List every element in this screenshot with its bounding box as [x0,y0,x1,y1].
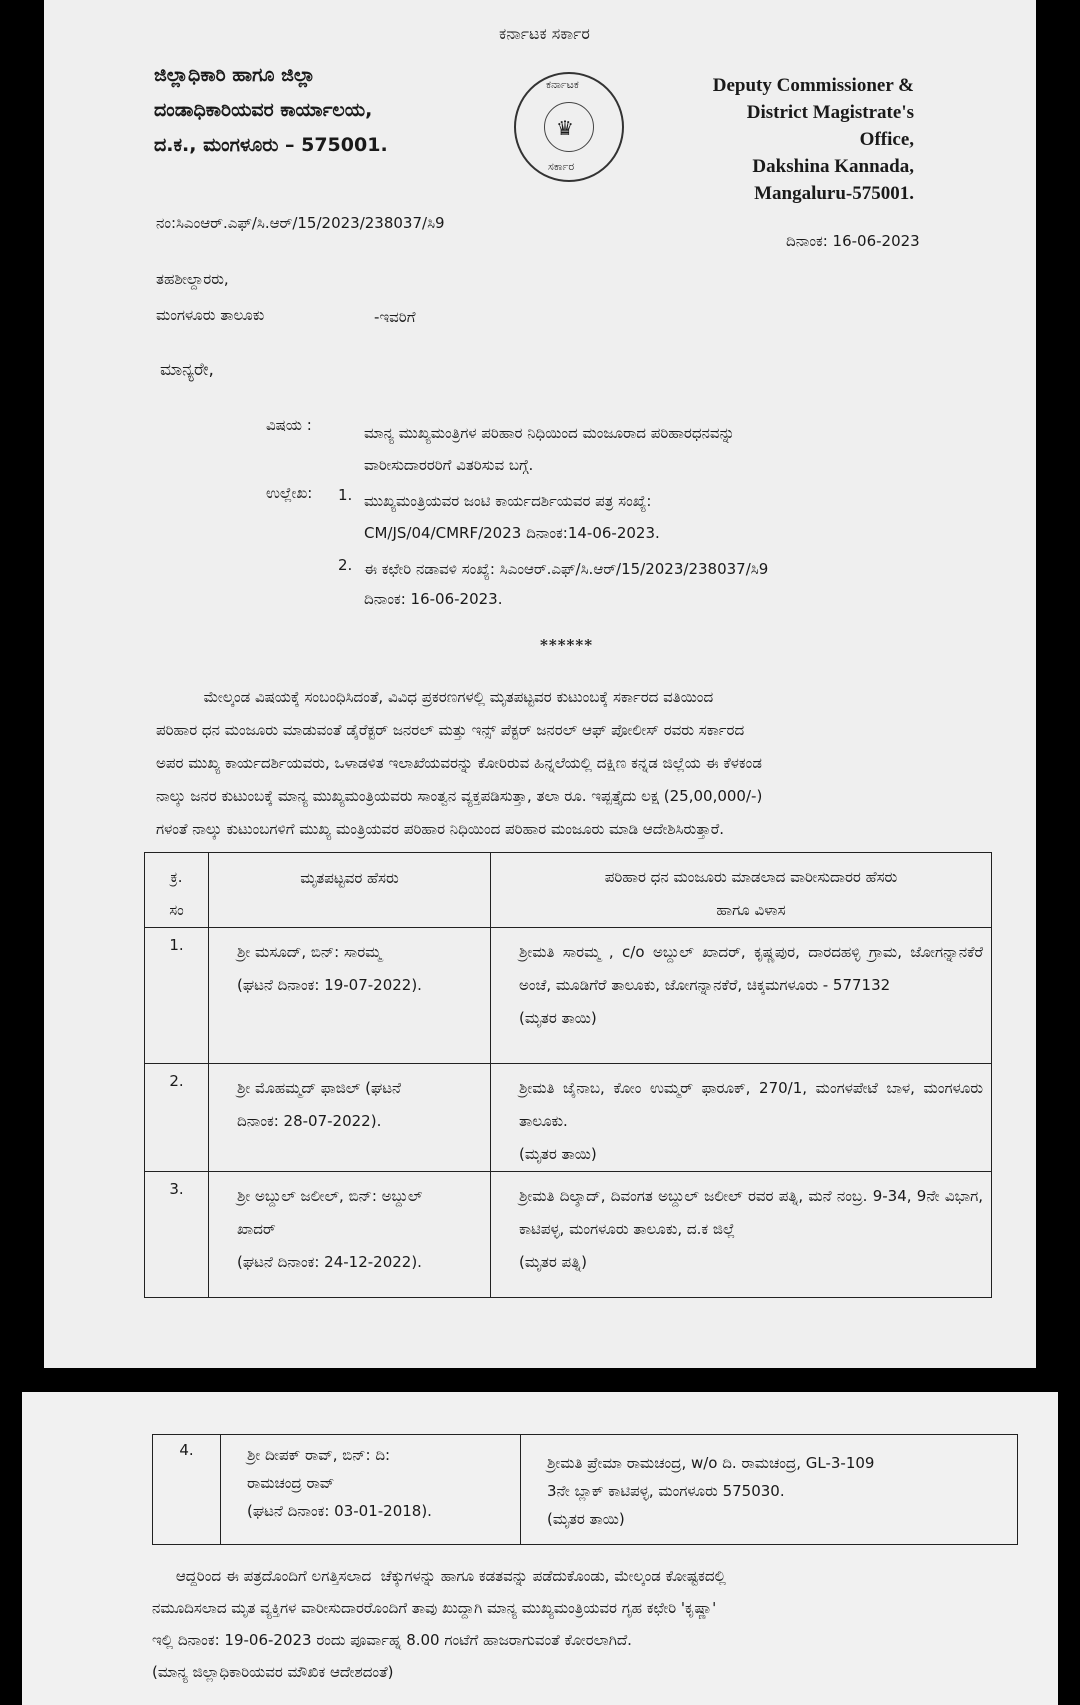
header-heir-line: ಪರಿಹಾರ ಧನ ಮಂಜೂರು ಮಾಡಲಾದ ವಾರೀಸುದಾರರ ಹೆಸರು [604,868,898,886]
paragraph-line: ನಮೂದಿಸಲಾದ ಮೃತ ವ್ಯಕ್ತಿಗಳ ವಾರೀಸುದಾರರೊಂದಿಗೆ ತಾವು ಖುದ್ದಾಗಿ ಮಾನ್ಯ ಮುಖ್ಯಮಂತ್ರಿಯವರ ಗೃಹ ಕಛೇರಿ 'ಕೃಷ್ಣಾ' [152,1599,717,1617]
header-sl-line: ಸಂ [169,901,184,919]
heir-address: ಶ್ರೀಮತಿ ದಿಲ್ಶಾದ್, ದಿವಂಗತ ಅಬ್ದುಲ್ ಜಲೀಲ್ ರವರ ಪತ್ನಿ, ಮನೆ ನಂಬ್ರ. 9-34, 9ನೇ ವಿಭಾಗ, ಕಾಟಿಪಳ್ಳ, ಮಂಗಳೂರು ತಾಲೂಕು, ದ.ಕ ಜಿಲ್ಲೆ [519,1187,983,1238]
office-name-kannada [154,58,388,163]
office-en-line: Deputy Commissioner & [712,75,914,96]
subject-line: ಮಾನ್ಯ ಮುಖ್ಯಮಂತ್ರಿಗಳ ಪರಿಹಾರ ನಿಧಿಯಿಂದ ಮಂಜೂರಾದ ಪರಿಹಾರಧನವನ್ನು [364,424,735,442]
row-heir [491,928,992,1064]
row-heir [491,1172,992,1298]
reference-line: CM/JS/04/CMRF/2023 ದಿನಾಂಕ:14-06-2023. [364,524,660,542]
heir-address: ಶ್ರೀಮತಿ ಸಾರಮ್ಮ , c/o ಅಬ್ದುಲ್ ಖಾದರ್, ಕೃಷ್ಣಪುರ, ದಾರದಹಳ್ಳಿ ಗ್ರಾಮ, ಜೋಗನ್ನಾನಕೆರೆ ಅಂಚೆ, ಮೂಡಿಗೆರೆ ತಾಲೂಕು, ಜೋಗನ್ನಾನಕೆರೆ, ಚಿಕ್ಕಮಗಳೂರು - 577132 [519,943,983,994]
header-heir [491,853,992,928]
seal-bottom-text: ಸರ್ಕಾರ [548,160,575,173]
heir-line: 3ನೇ ಬ್ಲಾಕ್ ಕಾಟಿಪಳ್ಳ, ಮಂಗಳೂರು 575030. [547,1482,785,1500]
deceased-line: ಶ್ರೀ ಮಸೂದ್, ಬಿನ್: ಸಾರಮ್ಮ [237,943,382,961]
recipients-table-continued [152,1434,1018,1545]
salutation: ಮಾನ್ಯರೇ, [160,360,214,380]
table-row [145,928,992,1064]
office-en-line: Dakshina Kannada, [752,156,914,177]
office-kn-line: ದ.ಕ., ಮಂಗಳೂರು – 575001. [154,134,388,156]
header-sl-line: ಕ್ರ. [170,868,183,886]
paragraph-line: ಆದ್ದರಿಂದ ಈ ಪತ್ರದೊಂದಿಗೆ ಲಗತ್ತಿಸಲಾದ ಚೆಕ್ಕುಗಳನ್ನು ಹಾಗೂ ಕಡತವನ್ನು ಪಡೆದುಕೊಂಡು, ಮೇಲ್ಕಂಡ ಕೋಷ್ಟಕದಲ್ಲಿ [152,1567,726,1585]
row-sl: 1. [145,928,209,1064]
paragraph-line: ಪರಿಹಾರ ಧನ ಮಂಜೂರು ಮಾಡುವಂತೆ ಡೈರೆಕ್ಟರ್ ಜನರಲ್ ಮತ್ತು ಇನ್ಸ್ ಪೆಕ್ಟರ್ ಜನರಲ್ ಆಫ್ ಪೋಲೀಸ್ ರವರು ಸರ್ಕಾರದ [156,721,745,739]
row-heir [491,1064,992,1172]
government-seal [514,72,624,182]
row-sl: 3. [145,1172,209,1298]
addressee-line: ತಹಶೀಲ್ದಾರರು, [156,270,229,288]
office-name-english [713,72,914,207]
deceased-line: ಶ್ರೀ ಅಬ್ದುಲ್ ಜಲೀಲ್, ಬಿನ್: ಅಬ್ದುಲ್ [237,1187,423,1205]
reference-number: ನಂ:ಸಿಎಂಆರ್.ಎಫ್/ಸಿ.ಆರ್/15/2023/238037/ಸಿ9 [156,214,445,232]
deceased-line: (ಘಟನೆ ದಿನಾಂಕ: 19-07-2022). [237,976,422,994]
deceased-line: ದಿನಾಂಕ: 28-07-2022). [237,1112,382,1130]
paragraph-line: ಗಳಂತೆ ನಾಲ್ಕು ಕುಟುಂಬಗಳಿಗೆ ಮುಖ್ಯ ಮಂತ್ರಿಯವರ ಪರಿಹಾರ ನಿಧಿಯಿಂದ ಪರಿಹಾರ ಮಂಜೂರು ಮಾಡಿ ಆದೇಶಿಸಿರುತ್ತಾರೆ. [156,820,725,838]
seal-top-text: ಕರ್ನಾಟಕ [546,78,579,91]
reference-line: ಮುಖ್ಯಮಂತ್ರಿಯವರ ಜಂಟಿ ಕಾರ್ಯದರ್ಶಿಯವರ ಪತ್ರ ಸಂಖ್ಯೆ: [364,492,652,510]
recipients-table [144,852,992,1298]
table-header-row [145,853,992,928]
office-en-line: District Magistrate's [746,102,914,123]
addressee-suffix: -ಇವರಿಗೆ [374,308,416,326]
paragraph-line: ಅಪರ ಮುಖ್ಯ ಕಾರ್ಯದರ್ಶಿಯವರು, ಒಳಾಡಳಿತ ಇಲಾಖೆಯವರನ್ನು ಕೋರಿರುವ ಹಿನ್ನಲೆಯಲ್ಲಿ ದಕ್ಷಿಣ ಕನ್ನಡ ಜಿಲ್ಲೆಯ ಈ ಕೆಳಕಂಡ [156,754,762,772]
deceased-line: (ಘಟನೆ ದಿನಾಂಕ: 24-12-2022). [237,1253,422,1271]
reference-number-1: 1. [338,486,353,504]
deceased-line: (ಘಟನೆ ದಿನಾಂಕ: 03-01-2018). [247,1502,432,1520]
heir-relation: (ಮೃತರ ಪತ್ನಿ) [519,1253,587,1271]
deceased-line: ಶ್ರೀ ಮೊಹಮ್ಮದ್ ಫಾಜಿಲ್ (ಘಟನೆ [237,1079,401,1097]
reference-number-2: 2. [338,556,353,574]
office-en-line: Office, [859,129,914,150]
letter-page-1 [44,0,1036,1368]
table-row [145,1064,992,1172]
table-row [153,1435,1018,1545]
deceased-line: ಶ್ರೀ ದೀಪಕ್ ರಾವ್, ಬಿನ್: ದಿ: [247,1446,391,1464]
separator: ****** [540,636,594,654]
paragraph-line: ಮೇಲ್ಕಂಡ ವಿಷಯಕ್ಕೆ ಸಂಬಂಧಿಸಿದಂತೆ, ವಿವಿಧ ಪ್ರಕರಣಗಳಲ್ಲಿ ಮೃತಪಟ್ಟವರ ಕುಟುಂಬಕ್ಕೆ ಸರ್ಕಾರದ ವತಿಯಿಂದ [156,688,714,706]
row-heir [521,1435,1018,1545]
emblem-icon: ♛ [556,116,574,140]
government-title: ಕರ್ನಾಟಕ ಸರ್ಕಾರ [499,24,590,43]
deceased-line: ರಾಮಚಂದ್ರ ರಾವ್ [247,1474,335,1492]
table-row [145,1172,992,1298]
office-en-line: Mangaluru-575001. [754,183,914,204]
row-deceased [209,1172,491,1298]
paragraph-line: ಇಲ್ಲಿ ದಿನಾಂಕ: 19-06-2023 ರಂದು ಪೂರ್ವಾಹ್ನ 8.00 ಗಂಟೆಗೆ ಹಾಜರಾಗುವಂತೆ ಕೋರಲಾಗಿದೆ. [152,1631,632,1649]
reference-line: ದಿನಾಂಕ: 16-06-2023. [364,590,503,608]
row-deceased [209,1064,491,1172]
header-heir-line: ಹಾಗೂ ವಿಳಾಸ [716,901,786,919]
office-kn-line: ಜಿಲ್ಲಾಧಿಕಾರಿ ಹಾಗೂ ಜಿಲ್ಲಾ [154,64,316,86]
reference-line: ಈ ಕಛೇರಿ ನಡಾವಳಿ ಸಂಖ್ಯೆ: ಸಿಎಂಆರ್.ಎಫ್/ಸಿ.ಆರ್/15/2023/238037/ಸಿ9 [364,560,769,578]
subject-label: ವಿಷಯ : [266,416,312,434]
letter-date: ದಿನಾಂಕ: 16-06-2023 [786,232,920,250]
row-sl: 4. [153,1435,221,1545]
heir-relation: (ಮೃತರ ತಾಯಿ) [519,1009,597,1027]
header-sl [145,853,209,928]
references-label: ಉಲ್ಲೇಖ: [266,484,313,502]
heir-relation: (ಮೃತರ ತಾಯಿ) [519,1145,597,1163]
subject-line: ವಾರೀಸುದಾರರರಿಗೆ ವಿತರಿಸುವ ಬಗ್ಗೆ. [364,456,534,474]
heir-relation: (ಮೃತರ ತಾಯಿ) [547,1510,625,1528]
letter-page-2 [22,1392,1058,1705]
office-kn-line: ದಂಡಾಧಿಕಾರಿಯವರ ಕಾರ್ಯಾಲಯ, [154,99,373,121]
row-deceased [209,928,491,1064]
header-deceased: ಮೃತಪಟ್ಟವರ ಹೆಸರು [209,853,491,928]
heir-address: ಶ್ರೀಮತಿ ಜೈನಾಬ, ಕೋಂ ಉಮ್ಮರ್ ಫಾರೂಕ್, 270/1, ಮಂಗಳಪೇಟೆ ಬಾಳ, ಮಂಗಳೂರು ತಾಲೂಕು. [519,1079,983,1130]
paragraph-line: (ಮಾನ್ಯ ಜಿಲ್ಲಾಧಿಕಾರಿಯವರ ಮೌಖಿಕ ಆದೇಶದಂತೆ) [152,1663,394,1681]
heir-line: ಶ್ರೀಮತಿ ಪ್ರೇಮಾ ರಾಮಚಂದ್ರ, w/o ದಿ. ರಾಮಚಂದ್ರ, GL-3-109 [547,1454,875,1472]
paragraph-line: ನಾಲ್ಕು ಜನರ ಕುಟುಂಬಕ್ಕೆ ಮಾನ್ಯ ಮುಖ್ಯಮಂತ್ರಿಯವರು ಸಾಂತ್ವನ ವ್ಯಕ್ತಪಡಿಸುತ್ತಾ, ತಲಾ ರೂ. ಇಪ್ಪತ್ತೈದು ಲಕ್ಷ (25,00,000/-) [156,787,763,805]
addressee-line: ಮಂಗಳೂರು ತಾಲೂಕು [156,306,265,324]
row-sl: 2. [145,1064,209,1172]
deceased-line: ಖಾದರ್ [237,1220,276,1238]
row-deceased [221,1435,521,1545]
